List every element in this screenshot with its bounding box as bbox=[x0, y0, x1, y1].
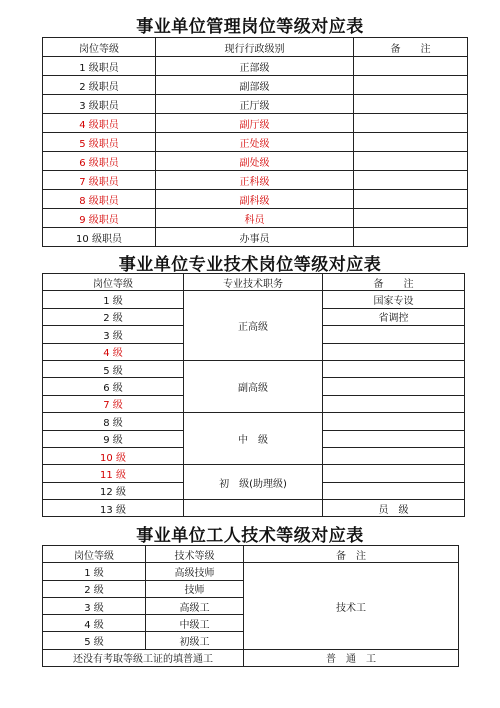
table-row bbox=[43, 228, 468, 247]
note-cell bbox=[354, 133, 468, 152]
note-cell bbox=[354, 114, 468, 133]
note-cell bbox=[323, 360, 465, 377]
ordinary-worker-label: 还没有考取等级工证的填普通工 bbox=[43, 649, 244, 666]
table-row bbox=[43, 649, 459, 666]
table-row bbox=[43, 465, 465, 482]
table-header-row bbox=[43, 274, 465, 291]
grade-cell: 中级工 bbox=[146, 615, 244, 632]
note-cell bbox=[323, 378, 465, 395]
rank-cell: 正科级 bbox=[156, 171, 354, 190]
level-cell: 6 级 bbox=[43, 378, 184, 395]
header-grade: 技术等级 bbox=[146, 546, 244, 563]
note-cell bbox=[354, 228, 468, 247]
note-cell bbox=[354, 95, 468, 114]
rank-cell: 科员 bbox=[156, 209, 354, 228]
note-cell bbox=[354, 152, 468, 171]
header-note: 备 注 bbox=[323, 274, 465, 291]
level-cell: 2 级职员 bbox=[43, 76, 156, 95]
level-cell: 1 级 bbox=[43, 563, 146, 580]
professional-grade-table bbox=[42, 273, 465, 517]
note-cell bbox=[354, 57, 468, 76]
table-row bbox=[43, 152, 468, 171]
note-cell bbox=[323, 326, 465, 343]
table-row bbox=[43, 563, 459, 580]
level-cell: 2 级 bbox=[43, 580, 146, 597]
rank-cell: 副部级 bbox=[156, 76, 354, 95]
group-cell: 副高级 bbox=[184, 360, 323, 412]
group-cell: 正高级 bbox=[184, 291, 323, 361]
note-cell bbox=[323, 395, 465, 412]
level-cell: 4 级 bbox=[43, 615, 146, 632]
level-cell: 8 级 bbox=[43, 413, 184, 430]
level-cell: 3 级 bbox=[43, 326, 184, 343]
header-note: 备 注 bbox=[354, 38, 468, 57]
note-cell bbox=[323, 343, 465, 360]
note-cell bbox=[354, 209, 468, 228]
level-cell: 2 级 bbox=[43, 308, 184, 325]
table3-title: 事业单位工人技术等级对应表 bbox=[136, 526, 364, 546]
header-title: 专业技术职务 bbox=[184, 274, 323, 291]
table-row bbox=[43, 114, 468, 133]
header-level: 岗位等级 bbox=[43, 38, 156, 57]
table2-title: 事业单位专业技术岗位等级对应表 bbox=[118, 255, 382, 275]
level-cell: 5 级 bbox=[43, 632, 146, 649]
rank-cell: 副科级 bbox=[156, 190, 354, 209]
level-cell: 8 级职员 bbox=[43, 190, 156, 209]
table-row bbox=[43, 190, 468, 209]
level-cell: 3 级 bbox=[43, 597, 146, 614]
level-cell: 9 级 bbox=[43, 430, 184, 447]
note-cell bbox=[323, 465, 465, 482]
table-row bbox=[43, 291, 465, 308]
level-cell: 5 级 bbox=[43, 360, 184, 377]
table-header-row bbox=[43, 546, 459, 563]
note-cell: 技术工 bbox=[244, 563, 459, 649]
note-cell: 国家专设 bbox=[323, 291, 465, 308]
header-note: 备 注 bbox=[244, 546, 459, 563]
grade-cell: 技师 bbox=[146, 580, 244, 597]
table-row bbox=[43, 209, 468, 228]
level-cell: 12 级 bbox=[43, 482, 184, 499]
table-row bbox=[43, 360, 465, 377]
table-row bbox=[43, 95, 468, 114]
rank-cell: 正处级 bbox=[156, 133, 354, 152]
rank-cell: 正厅级 bbox=[156, 95, 354, 114]
note-cell bbox=[323, 447, 465, 464]
group-cell: 初 级(助理级) bbox=[184, 465, 323, 500]
worker-grade-table bbox=[42, 545, 459, 667]
table-row bbox=[43, 500, 465, 517]
note-cell bbox=[323, 430, 465, 447]
level-cell: 4 级 bbox=[43, 343, 184, 360]
rank-cell: 办事员 bbox=[156, 228, 354, 247]
header-level: 岗位等级 bbox=[43, 546, 146, 563]
grade-cell: 初级工 bbox=[146, 632, 244, 649]
header-rank: 现行行政级别 bbox=[156, 38, 354, 57]
level-cell: 7 级职员 bbox=[43, 171, 156, 190]
level-cell: 11 级 bbox=[43, 465, 184, 482]
level-cell: 7 级 bbox=[43, 395, 184, 412]
note-cell bbox=[354, 171, 468, 190]
level-cell: 10 级 bbox=[43, 447, 184, 464]
group-cell: 中 级 bbox=[184, 413, 323, 465]
table-row bbox=[43, 76, 468, 95]
note-cell bbox=[323, 482, 465, 499]
level-cell: 9 级职员 bbox=[43, 209, 156, 228]
table-row bbox=[43, 57, 468, 76]
level-cell: 3 级职员 bbox=[43, 95, 156, 114]
grade-cell: 高级工 bbox=[146, 597, 244, 614]
level-cell: 1 级职员 bbox=[43, 57, 156, 76]
level-cell: 4 级职员 bbox=[43, 114, 156, 133]
note-cell: 普 通 工 bbox=[244, 649, 459, 666]
table1-title: 事业单位管理岗位等级对应表 bbox=[136, 17, 364, 37]
grade-cell: 高级技师 bbox=[146, 563, 244, 580]
level-cell: 5 级职员 bbox=[43, 133, 156, 152]
note-cell bbox=[354, 76, 468, 95]
rank-cell: 副厅级 bbox=[156, 114, 354, 133]
table-header-row bbox=[43, 38, 468, 57]
level-cell: 1 级 bbox=[43, 291, 184, 308]
note-cell bbox=[354, 190, 468, 209]
level-cell: 13 级 bbox=[43, 500, 184, 517]
level-cell: 10 级职员 bbox=[43, 228, 156, 247]
rank-cell: 正部级 bbox=[156, 57, 354, 76]
level-cell: 6 级职员 bbox=[43, 152, 156, 171]
rank-cell: 副处级 bbox=[156, 152, 354, 171]
table-row bbox=[43, 413, 465, 430]
group-cell bbox=[184, 500, 323, 517]
note-cell: 省调控 bbox=[323, 308, 465, 325]
header-level: 岗位等级 bbox=[43, 274, 184, 291]
table-row bbox=[43, 133, 468, 152]
table-row bbox=[43, 171, 468, 190]
management-grade-table bbox=[42, 37, 468, 247]
note-cell bbox=[323, 413, 465, 430]
note-cell: 员 级 bbox=[323, 500, 465, 517]
